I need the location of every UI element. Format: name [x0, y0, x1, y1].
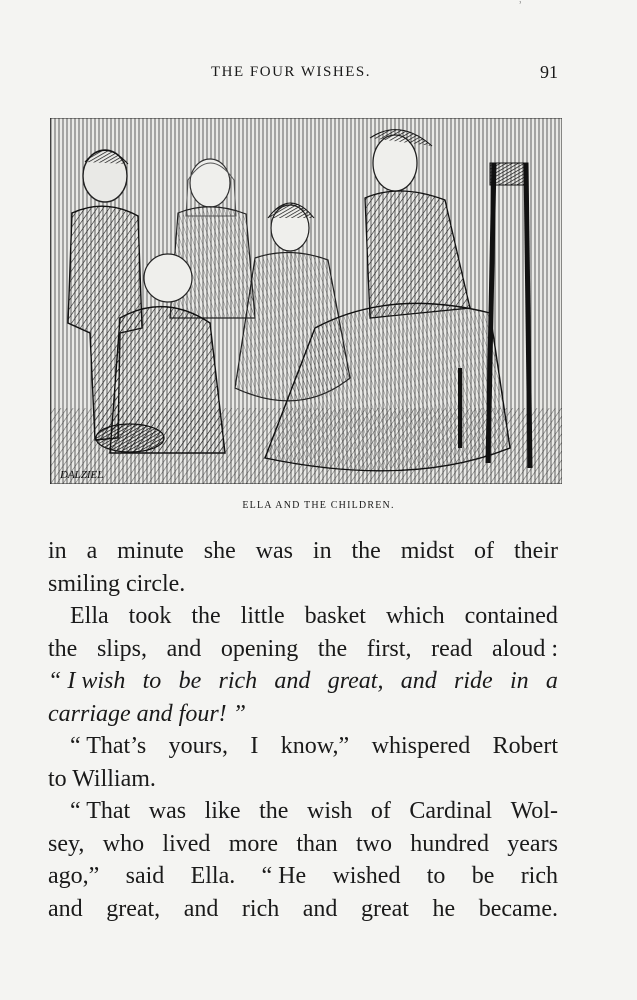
word: he [432, 895, 456, 922]
word: who [102, 830, 145, 857]
word: whispered [371, 733, 471, 759]
word: became. [478, 895, 558, 922]
word: ride [454, 668, 493, 694]
word: in [509, 668, 529, 694]
word: midst [400, 538, 455, 564]
word: and [48, 895, 83, 922]
word: “ He [261, 863, 307, 889]
text-line [48, 600, 558, 633]
word: the [48, 635, 78, 662]
word: of [474, 538, 495, 564]
word: and [302, 895, 338, 922]
word: she [203, 538, 236, 564]
word: a [86, 538, 98, 564]
artist-signature: DALZIEL [60, 469, 104, 481]
word: of [370, 798, 391, 824]
word: great, [327, 668, 384, 694]
line-text: to William. [48, 765, 156, 792]
word: wish [306, 798, 353, 824]
word: great [360, 895, 409, 922]
text-line [48, 535, 558, 568]
word: be [178, 668, 202, 694]
word: slips, [96, 635, 147, 662]
word: rich [241, 895, 280, 922]
word: and [400, 668, 437, 694]
word: yours, [168, 733, 228, 759]
word: and [274, 668, 311, 694]
word: in [48, 538, 67, 564]
word: hundred [410, 830, 489, 857]
stray-ink-mark: ʾ [518, 0, 523, 15]
word: the [351, 538, 381, 564]
text-line [48, 568, 558, 601]
word: wished [332, 863, 401, 889]
word: “ That [70, 798, 131, 824]
text-line [48, 893, 558, 926]
word: said [125, 863, 165, 889]
word: more [228, 830, 279, 857]
line-text: carriage and four! ” [48, 700, 246, 727]
text-line [48, 828, 558, 861]
word: a [545, 668, 558, 694]
text-line [48, 633, 558, 666]
word: great, [106, 895, 161, 922]
illustration-caption: ELLA AND THE CHILDREN. [242, 500, 395, 511]
word: little [240, 603, 285, 629]
word: aloud : [492, 635, 558, 662]
word: first, [366, 635, 412, 662]
word: to [426, 863, 446, 889]
word: Robert [492, 733, 558, 759]
word: the [259, 798, 289, 824]
word: years [507, 830, 558, 857]
word: opening [220, 635, 299, 662]
word: Wol- [510, 798, 558, 824]
text-line [48, 730, 558, 763]
word: took [128, 603, 172, 629]
word: was [148, 798, 187, 824]
engraving-illustration [50, 118, 562, 484]
word: be [471, 863, 495, 889]
word: ago,” [48, 863, 100, 889]
word: basket [304, 603, 366, 629]
word: lived [162, 830, 211, 857]
word: the [191, 603, 221, 629]
word: and [166, 635, 202, 662]
text-line [48, 860, 558, 893]
word: to [142, 668, 162, 694]
running-head [0, 62, 637, 86]
word: their [513, 538, 558, 564]
text-line [48, 795, 558, 828]
word: “ That’s [70, 733, 147, 759]
word: than [296, 830, 338, 857]
word: read [431, 635, 473, 662]
word: two [355, 830, 392, 857]
word: which [385, 603, 445, 629]
line-text: smiling circle. [48, 570, 186, 597]
word: Ella [70, 603, 109, 629]
word: in [312, 538, 332, 564]
word: sey, [48, 830, 85, 857]
text-line [48, 698, 558, 731]
running-title: THE FOUR WISHES. [211, 64, 371, 80]
word: Ella. [190, 863, 236, 889]
word: “ I wish [48, 668, 126, 694]
word: rich [218, 668, 258, 694]
word: I [250, 733, 259, 759]
illustration-drawing [50, 118, 562, 484]
body-text [48, 535, 558, 925]
word: the [317, 635, 348, 662]
word: minute [117, 538, 184, 564]
word: and [183, 895, 219, 922]
word: know,” [280, 733, 350, 759]
word: contained [464, 603, 558, 629]
word: like [204, 798, 241, 824]
word: Cardinal [409, 798, 493, 824]
word: rich [520, 863, 558, 889]
text-line [48, 763, 558, 796]
text-line [48, 665, 558, 698]
page-number: 91 [540, 62, 558, 82]
word: was [255, 538, 293, 564]
